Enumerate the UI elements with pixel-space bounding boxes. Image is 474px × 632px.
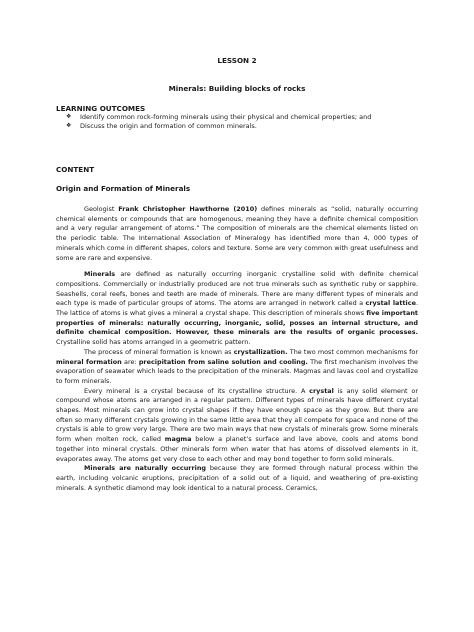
text-run: is any solid element or compound whose atoms are arranged in a regular pattern. Different types of minerals have different crystal shapes. Most minerals can grow into crystal shapes if they have enough space as they grow. But there are often so many different crystals growing in the same little area that they all compete for space and none of the crystals is able to grow very large. There are two main ways that new crystals of minerals grow. Some minerals form when molten rock, called [56,386,418,444]
diamond-bullet-icon: ❖ [66,113,72,120]
text-run: The two most common mechanisms for [287,347,418,356]
text-run: . The lattice of atoms is what gives a mineral a crystal shape. This description of minerals shows [56,299,418,318]
learning-outcomes-list [66,113,418,130]
list-item [66,122,418,131]
outcome-text: Identify common rock-forming minerals using their physical and chemical properties; and [80,113,372,121]
term-crystallization: crystallization. [233,347,288,356]
lesson-title: LESSON 2 [217,56,257,65]
term-mineral-formation: mineral formation [56,357,122,366]
section-heading: Origin and Formation of Minerals [56,184,191,193]
list-item [66,113,418,122]
text-run: Crystalline solid has atoms arranged in a geometric pattern. [56,338,251,347]
diamond-bullet-icon: ❖ [66,121,72,129]
text-run: are defined as naturally occurring inorganic crystalline solid with definite chemical compositions. Commercially or industrially produced are not true minerals such as synthetic ruby or sapphire. Seashells, coral reefs, bones and teeth are made of minerals. There are many different types of minerals and each type is made of particular groups of atoms. The atoms are arranged in network called a [56,270,418,308]
term-naturally-occurring: Minerals are naturally occurring [84,464,207,473]
paragraph-minerals [56,270,418,348]
author-name: Frank Christopher Hawthorne (2010) [118,205,258,213]
term-mechanisms: precipitation from saline solution and cooling. [138,357,308,366]
lesson-subtitle: Minerals: Building blocks of rocks [168,84,306,93]
term-minerals: Minerals [84,270,116,279]
text-run: are: [121,357,139,366]
content-heading: CONTENT [56,165,95,174]
text-run: because they are formed through natural process within the earth, including volcanic eruptions, precipitation of a solid out of a liquid, and weathering of pre-existing minerals. A synthetic diamond may look identical to a natural process. Ceramics, [56,464,418,492]
paragraph-definition [56,205,418,263]
paragraph-crystallization [56,348,418,387]
text-run: defines minerals as “solid, naturally occurring chemical elements or compounds that are homogenous, meaning they have a definite chemical composition and a very regular arrangement of atoms.” The composition of minerals are the chemical elements listed on the periodic table. The International Association of Mineralogy has identified more than 4, 000 types of minerals which come in different shapes, colors and texture. Some are very common with great usefulness and some are rare and expensive. [56,205,418,262]
key-properties: five important properties of minerals: naturally occurring, inorganic, solid, posses an internal structure, and definite chemical composition. However, these minerals are the results of organic processes. [56,309,419,337]
text-run: Geologist [84,205,119,213]
text-run: Every mineral is a crystal because of its crystalline structure. A [84,386,310,395]
body-text [56,205,418,493]
text-run: below a planet’s surface and lave above, cools and atoms bond together into mineral crystals. Other minerals form when water that has atoms of dissolved elements in it, evaporates away. The atoms get very close to each other and may bond together to form solid minerals. [56,435,418,463]
term-crystal-lattice: crystal lattice [365,299,416,308]
term-magma: magma [164,435,192,444]
text-run: The process of mineral formation is known as [84,347,234,356]
term-crystal: crystal [309,386,334,395]
paragraph-naturally-occurring [56,464,418,493]
outcome-text: Discuss the origin and formation of common minerals. [80,121,257,130]
learning-outcomes-heading: LEARNING OUTCOMES [56,104,146,113]
text-run: The first mechanism involves the evaporation of seawater which leads to the precipitation of the minerals. Magmas and lavas cool and crystallize to form minerals. [56,357,418,385]
paragraph-crystal [56,387,418,465]
